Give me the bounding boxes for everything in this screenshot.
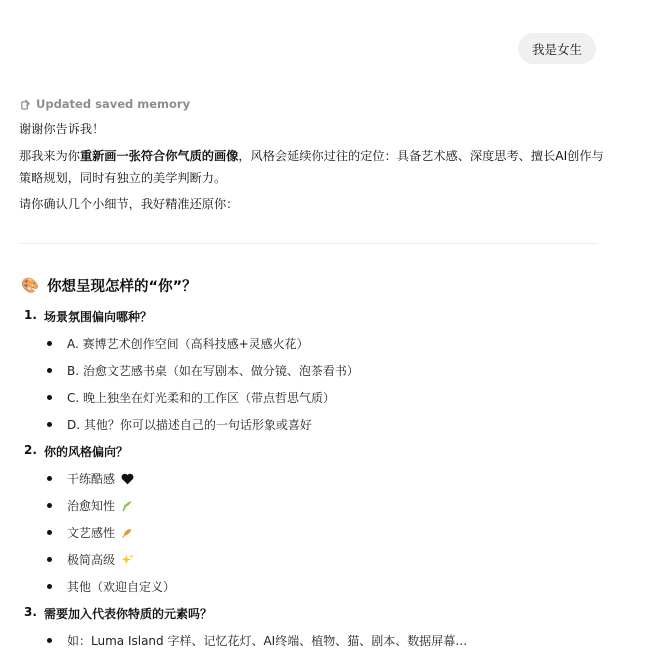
bullet: [47, 368, 52, 373]
reply-intro-line2: 策略规划，同时有独立的美学判断力。: [19, 171, 227, 185]
memory-status[interactable]: [20, 97, 190, 111]
reply-greeting: 谢谢你告诉我！: [19, 122, 105, 136]
question-2-title: 你的风格偏向？: [44, 445, 129, 459]
list-item: [47, 470, 134, 487]
herb-icon: [121, 500, 133, 512]
question-1: [24, 308, 152, 325]
bullet: [47, 395, 52, 400]
bullet: [47, 422, 52, 427]
option-text: 其他（欢迎自定义）: [67, 580, 176, 594]
memory-status-label: Updated saved memory: [36, 97, 191, 111]
section-title: 你想呈现怎样的“你”？: [47, 279, 197, 295]
list-item: [47, 524, 133, 541]
question-1-number: 1.: [24, 308, 37, 322]
option-text: 干练酷感: [67, 472, 116, 486]
list-item: [47, 578, 175, 595]
bullet: [47, 476, 52, 481]
memory-pencil-icon: [20, 99, 31, 110]
bullet: [47, 503, 52, 508]
reply-intro: [19, 145, 609, 189]
user-message-bubble: [518, 33, 596, 64]
list-item: [47, 362, 359, 379]
option-text: 治愈知性: [67, 499, 116, 513]
question-1-title: 场景氛围偏向哪种？: [44, 310, 153, 324]
feather-icon: [121, 527, 133, 539]
list-item: [47, 551, 134, 568]
option-text: 极简高级: [67, 553, 116, 567]
sparkles-icon: [121, 553, 134, 566]
reply-intro-prefix: 那我来为你: [19, 149, 80, 163]
section-heading: [21, 275, 197, 296]
bullet: [47, 584, 52, 589]
list-item: [47, 389, 335, 406]
reply-intro-bold: 重新画一张符合你气质的画像: [79, 149, 239, 163]
list-item: [47, 416, 312, 433]
bullet: [47, 341, 52, 346]
list-item: [47, 335, 309, 352]
palette-icon: 🎨: [21, 278, 40, 294]
question-3-title: 需要加入代表你特质的元素吗？: [44, 607, 213, 621]
reply-confirm: 请你确认几个小细节，我好精准还原你：: [19, 197, 239, 211]
bullet: [47, 638, 52, 643]
option-text: D. 其他？你可以描述自己的一句话形象或喜好: [67, 418, 312, 432]
list-item: [47, 632, 467, 649]
bullet: [47, 557, 52, 562]
option-text: A. 赛博艺术创作空间（高科技感+灵感火花）: [67, 337, 309, 351]
section-divider: [19, 243, 598, 244]
option-text: C. 晚上独坐在灯光柔和的工作区（带点哲思气质）: [67, 391, 336, 405]
black-heart-icon: [121, 473, 134, 485]
question-3: [24, 605, 212, 622]
option-text: B. 治愈文艺感书桌（如在写剧本、做分镜、泡茶看书）: [67, 364, 359, 378]
option-text: 如：Luma Island 字样、记忆花灯、AI终端、植物、猫、剧本、数据屏幕…: [67, 634, 468, 648]
list-item: [47, 497, 133, 514]
bullet: [47, 530, 52, 535]
reply-intro-rest: ，风格会延续你过往的定位：具备艺术感、深度思考、擅长AI创作与: [238, 149, 604, 163]
question-3-number: 3.: [24, 605, 37, 619]
question-2-number: 2.: [24, 443, 37, 457]
question-2: [24, 443, 128, 460]
option-text: 文艺感性: [67, 526, 116, 540]
user-message-text: 我是女生: [531, 41, 582, 57]
